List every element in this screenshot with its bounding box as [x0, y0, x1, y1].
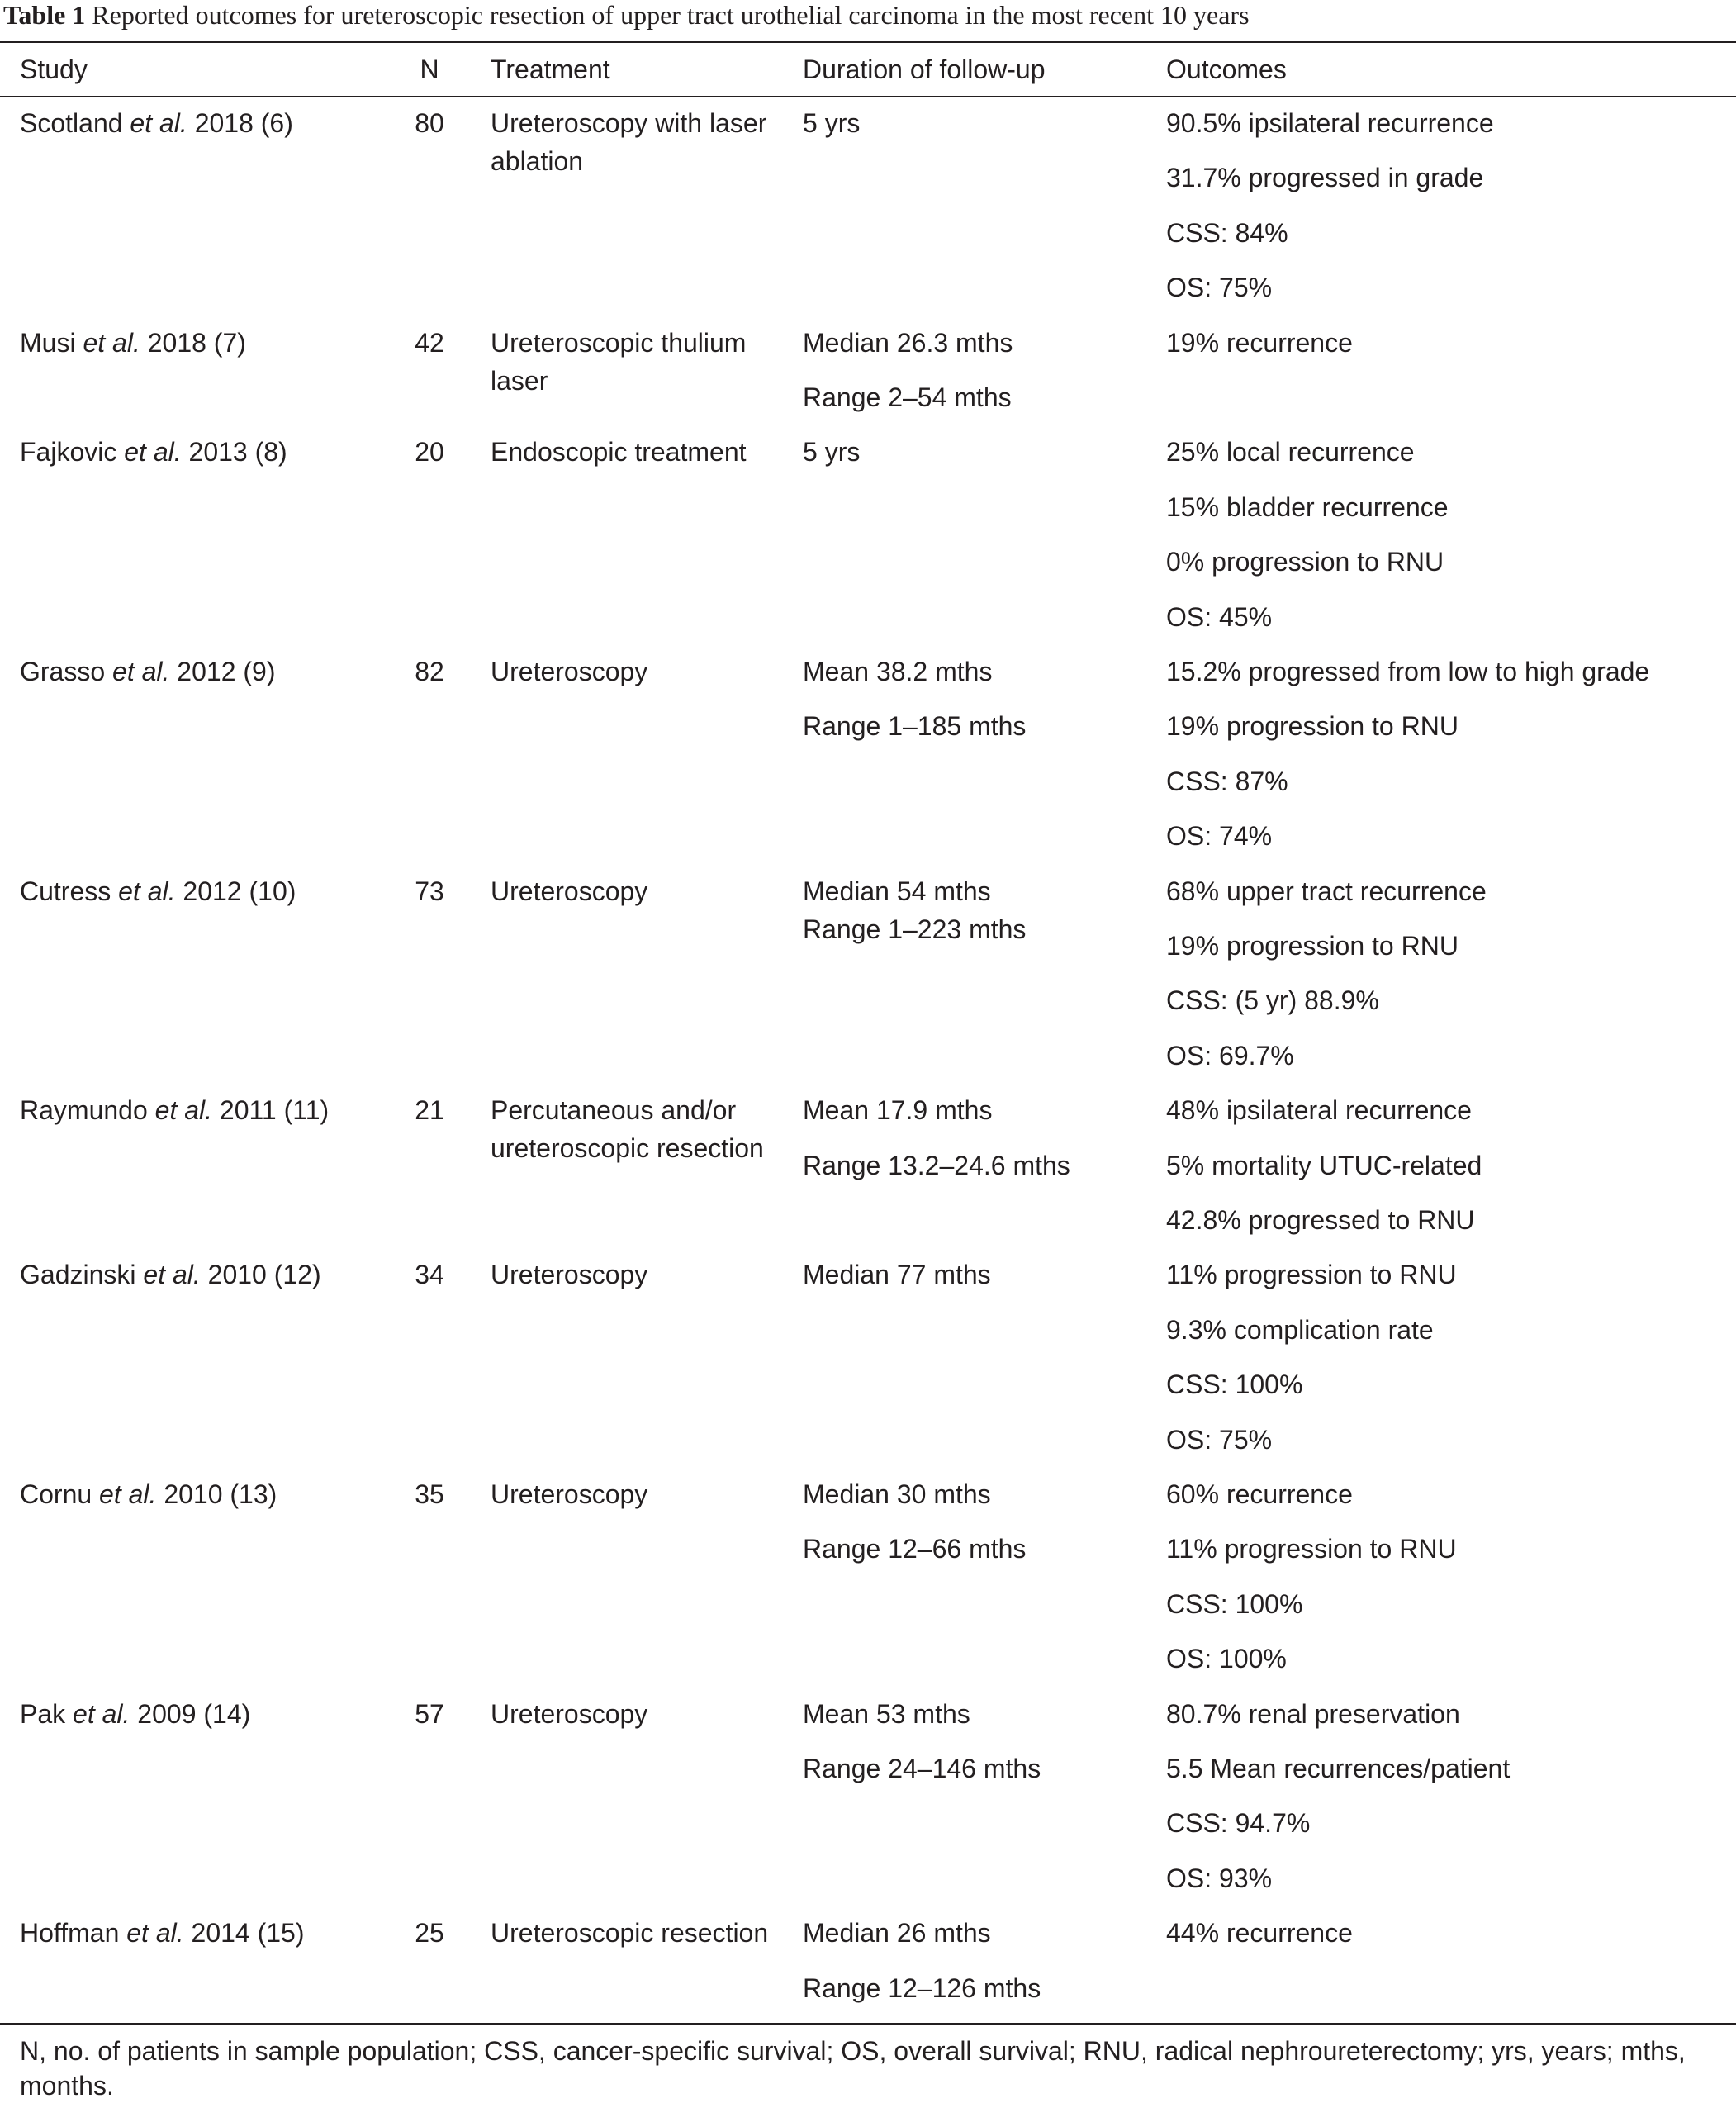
treatment-cell [471, 1247, 783, 1467]
sample-size: 57 [415, 1698, 444, 1729]
study-author: Pak [20, 1698, 66, 1729]
outcome-line: OS: 45% [1166, 601, 1273, 632]
outcome-line: OS: 100% [1166, 1644, 1287, 1674]
outcomes-cell [1146, 425, 1736, 644]
study-cell [0, 96, 388, 316]
study-cell [0, 425, 388, 644]
outcome-line: 15% bladder recurrence [1166, 491, 1449, 522]
study-year-ref: 2012 (9) [177, 656, 276, 686]
treatment-cell [471, 96, 783, 316]
treatment-cell [471, 1906, 783, 2015]
study-etal: et al. [112, 656, 170, 686]
n-cell [388, 644, 471, 864]
outcome-line: 25% local recurrence [1166, 437, 1415, 468]
duration-cell [783, 644, 1146, 864]
treatment-cell [471, 864, 783, 1084]
study-citation [20, 1906, 388, 1960]
table-row [0, 1687, 1736, 1906]
study-year-ref: 2009 (14) [137, 1698, 251, 1729]
header-outcomes: Outcomes [1166, 55, 1287, 84]
table-row [0, 425, 1736, 644]
table-footnote: N, no. of patients in sample population; CSS, cancer-specific survival; OS, overall survival; RNU, radical nephroureterectomy; yrs, years; mths, months. [20, 2036, 1686, 2101]
n-cell [388, 1247, 471, 1467]
table-row [0, 864, 1736, 1084]
study-cell [0, 1906, 388, 2015]
study-author: Cutress [20, 876, 111, 906]
treatment-cell [471, 1687, 783, 1906]
n-cell [388, 96, 471, 316]
duration-line: 5 yrs [803, 437, 861, 468]
treatment-text: Endoscopic treatment [491, 437, 747, 468]
study-author: Scotland [20, 108, 123, 138]
outcome-line: 15.2% progressed from low to high grade [1166, 656, 1650, 686]
study-author: Hoffman [20, 1918, 120, 1949]
duration-cell [783, 425, 1146, 644]
study-cell [0, 1247, 388, 1467]
study-year-ref: 2014 (15) [191, 1918, 305, 1949]
sample-size: 82 [415, 656, 444, 686]
n-cell [388, 1687, 471, 1906]
outcome-line: 19% progression to RNU [1166, 711, 1459, 742]
outcome-line: 19% recurrence [1166, 327, 1353, 358]
duration-line: Median 30 mths [803, 1479, 991, 1509]
outcome-line: OS: 93% [1166, 1863, 1273, 1893]
table-row [0, 1906, 1736, 2015]
treatment-text: Ureteroscopy with laser ablation [491, 108, 767, 176]
duration-line: Range 1–185 mths [803, 711, 1027, 742]
outcome-line: 80.7% renal preservation [1166, 1698, 1460, 1729]
study-etal: et al. [118, 876, 176, 906]
treatment-cell [471, 316, 783, 425]
duration-line: Range 12–126 mths [803, 1972, 1041, 2003]
table-label: Table 1 [3, 0, 86, 30]
treatment-cell [471, 1467, 783, 1687]
study-etal: et al. [143, 1260, 201, 1290]
table-body [0, 96, 1736, 2015]
sample-size: 34 [415, 1260, 444, 1290]
duration-line: Mean 53 mths [803, 1698, 970, 1729]
header-row [0, 43, 1736, 96]
outcome-line: CSS: 100% [1166, 1370, 1303, 1400]
n-cell [388, 1467, 471, 1687]
treatment-cell [471, 644, 783, 864]
outcome-line: OS: 75% [1166, 1424, 1273, 1455]
outcome-line: 44% recurrence [1166, 1918, 1353, 1949]
header-n: N [420, 55, 439, 84]
sample-size: 73 [415, 876, 444, 906]
duration-line: 5 yrs [803, 108, 861, 138]
study-author: Fajkovic [20, 437, 117, 468]
duration-line: Range 1–223 mths [803, 914, 1027, 944]
duration-cell [783, 1247, 1146, 1467]
study-cell [0, 1467, 388, 1687]
duration-cell [783, 316, 1146, 425]
study-cell [0, 316, 388, 425]
study-author: Cornu [20, 1479, 92, 1509]
study-etal: et al. [126, 1918, 184, 1949]
study-year-ref: 2012 (10) [183, 876, 296, 906]
table-row [0, 1083, 1736, 1247]
outcome-line: OS: 74% [1166, 821, 1273, 852]
outcomes-cell [1146, 1687, 1736, 1906]
outcome-line: 5.5 Mean recurrences/patient [1166, 1753, 1511, 1783]
duration-line: Median 77 mths [803, 1260, 991, 1290]
study-author: Grasso [20, 656, 106, 686]
outcomes-cell [1146, 96, 1736, 316]
study-citation [20, 1687, 388, 1741]
duration-line: Median 54 mths [803, 876, 991, 906]
study-citation [20, 864, 388, 919]
header-duration: Duration of follow-up [803, 55, 1046, 84]
n-cell [388, 425, 471, 644]
table-title: Reported outcomes for ureteroscopic resection of upper tract urothelial carcinoma in the most recent 10 years [92, 0, 1250, 30]
sample-size: 42 [415, 327, 444, 358]
outcomes-cell [1146, 644, 1736, 864]
outcome-line: CSS: 84% [1166, 217, 1288, 248]
study-cell [0, 1083, 388, 1247]
outcome-line: 19% progression to RNU [1166, 930, 1459, 961]
study-etal: et al. [99, 1479, 157, 1509]
table-caption [3, 0, 1729, 30]
outcome-line: 11% progression to RNU [1166, 1534, 1457, 1564]
outcomes-cell [1146, 1906, 1736, 2015]
study-year-ref: 2010 (12) [207, 1260, 321, 1290]
duration-cell [783, 1083, 1146, 1247]
outcome-line: CSS: 100% [1166, 1588, 1303, 1619]
study-year-ref: 2013 (8) [188, 437, 287, 468]
study-citation [20, 316, 388, 370]
outcome-line: 42.8% progressed to RNU [1166, 1204, 1475, 1235]
outcome-line: CSS: (5 yr) 88.9% [1166, 985, 1379, 1016]
duration-line: Range 13.2–24.6 mths [803, 1150, 1070, 1180]
header-treatment: Treatment [491, 55, 610, 84]
treatment-text: Ureteroscopy [491, 656, 648, 686]
header-study: Study [20, 55, 88, 84]
study-author: Raymundo [20, 1095, 148, 1126]
outcome-line: CSS: 94.7% [1166, 1808, 1311, 1839]
study-author: Gadzinski [20, 1260, 136, 1290]
duration-cell [783, 96, 1146, 316]
n-cell [388, 1083, 471, 1247]
outcomes-cell [1146, 1083, 1736, 1247]
study-citation [20, 1247, 388, 1302]
treatment-cell [471, 1083, 783, 1247]
duration-line: Mean 17.9 mths [803, 1095, 993, 1126]
table-row [0, 1247, 1736, 1467]
outcome-line: 9.3% complication rate [1166, 1314, 1434, 1345]
study-citation [20, 425, 388, 479]
duration-line: Median 26 mths [803, 1918, 991, 1949]
n-cell [388, 1906, 471, 2015]
study-cell [0, 864, 388, 1084]
study-year-ref: 2011 (11) [219, 1095, 330, 1126]
duration-line: Mean 38.2 mths [803, 656, 993, 686]
treatment-text: Ureteroscopy [491, 876, 648, 906]
table-row [0, 1467, 1736, 1687]
study-citation [20, 1467, 388, 1521]
study-cell [0, 644, 388, 864]
treatment-cell [471, 425, 783, 644]
outcomes-cell [1146, 864, 1736, 1084]
bottom-rule [0, 2023, 1736, 2025]
sample-size: 35 [415, 1479, 444, 1509]
outcome-line: 90.5% ipsilateral recurrence [1166, 108, 1494, 138]
treatment-text: Percutaneous and/or ureteroscopic resection [491, 1095, 764, 1164]
study-citation [20, 644, 388, 699]
study-etal: et al. [83, 327, 140, 358]
sample-size: 80 [415, 108, 444, 138]
duration-line: Range 24–146 mths [803, 1753, 1041, 1783]
duration-cell [783, 1687, 1146, 1906]
sample-size: 20 [415, 437, 444, 468]
study-etal: et al. [124, 437, 182, 468]
outcome-line: 48% ipsilateral recurrence [1166, 1095, 1472, 1126]
study-cell [0, 1687, 388, 1906]
study-citation [20, 1083, 388, 1137]
outcome-line: CSS: 87% [1166, 766, 1288, 796]
treatment-text: Ureteroscopy [491, 1698, 648, 1729]
outcome-line: 5% mortality UTUC-related [1166, 1150, 1482, 1180]
study-year-ref: 2010 (13) [164, 1479, 277, 1509]
duration-line: Median 26.3 mths [803, 327, 1013, 358]
treatment-text: Ureteroscopy [491, 1260, 648, 1290]
study-year-ref: 2018 (7) [147, 327, 246, 358]
outcome-line: 31.7% progressed in grade [1166, 163, 1484, 193]
table-header [0, 43, 1736, 96]
outcome-line: 60% recurrence [1166, 1479, 1353, 1509]
duration-cell [783, 1906, 1146, 2015]
n-cell [388, 864, 471, 1084]
outcome-line: 68% upper tract recurrence [1166, 876, 1487, 906]
study-etal: et al. [154, 1095, 213, 1126]
duration-cell [783, 864, 1146, 1084]
outcome-line: 0% progression to RNU [1166, 547, 1444, 577]
outcomes-cell [1146, 1247, 1736, 1467]
outcomes-cell [1146, 316, 1736, 425]
treatment-text: Ureteroscopy [491, 1479, 648, 1509]
treatment-text: Ureteroscopic thulium laser [491, 327, 747, 396]
study-etal: et al. [73, 1698, 130, 1729]
sample-size: 21 [415, 1095, 444, 1126]
n-cell [388, 316, 471, 425]
study-author: Musi [20, 327, 76, 358]
outcomes-cell [1146, 1467, 1736, 1687]
outcome-line: OS: 69.7% [1166, 1040, 1294, 1070]
table-row [0, 644, 1736, 864]
table-row [0, 316, 1736, 425]
study-etal: et al. [130, 108, 187, 138]
study-citation [20, 96, 388, 150]
duration-line: Range 12–66 mths [803, 1534, 1027, 1564]
treatment-text: Ureteroscopic resection [491, 1918, 769, 1949]
duration-line: Range 2–54 mths [803, 382, 1012, 412]
outcome-line: OS: 75% [1166, 273, 1273, 303]
outcomes-table [0, 43, 1736, 2015]
duration-cell [783, 1467, 1146, 1687]
outcome-line: 11% progression to RNU [1166, 1260, 1457, 1290]
sample-size: 25 [415, 1918, 444, 1949]
study-year-ref: 2018 (6) [194, 108, 293, 138]
table-row [0, 96, 1736, 316]
